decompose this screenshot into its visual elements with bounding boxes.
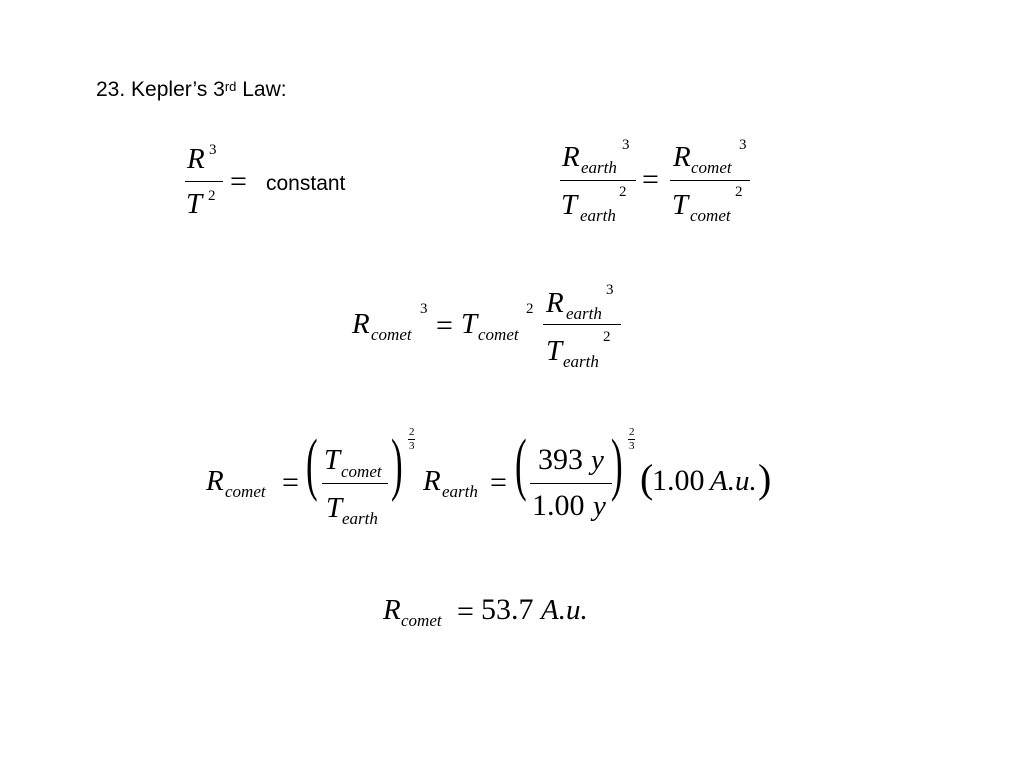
eq3-fraction-bar [543, 324, 621, 325]
eq1-t: T [186, 188, 203, 220]
eq2-r-comet-exp: 3 [739, 137, 747, 153]
eq4-au-rest: .u. [727, 465, 757, 497]
eq5-r-comet-sub: comet [401, 611, 442, 630]
eq2-t-earth: T [561, 189, 578, 221]
eq3-t-earth-exp: 2 [603, 329, 611, 345]
eq4-t-earth: T [326, 492, 343, 524]
eq2-t-comet-sub: comet [690, 206, 731, 225]
eq4-period-earth: 1.00 [532, 489, 585, 522]
eq4-equals-2: = [490, 466, 507, 499]
eq2-r-comet-sub: comet [691, 158, 732, 177]
eq3-t-comet-sub: comet [478, 325, 519, 344]
eq1-equals: = [230, 165, 247, 198]
eq1-constant: constant [266, 172, 346, 195]
eq2-r-comet: R [673, 141, 691, 173]
eq3-r-comet: R [352, 308, 370, 340]
eq4-exp-num-2: 2 [629, 426, 635, 438]
eq3-r-comet-sub: comet [371, 325, 412, 344]
eq4-open-paren-1: ( [306, 426, 318, 503]
title-rest: Law: [236, 78, 287, 101]
eq4-fraction-bar-1 [322, 483, 388, 484]
title-text: Kepler’s 3 [131, 78, 225, 101]
eq3-equals: = [436, 309, 453, 342]
eq2-t-earth-exp: 2 [619, 184, 627, 200]
eq5-au-rest: .u. [558, 594, 588, 626]
eq2-right-fraction-bar [670, 180, 750, 181]
eq4-year-unit-2: y [593, 490, 606, 522]
eq4-period-comet: 393 [538, 443, 583, 476]
eq4-close-paren-1: ) [391, 426, 403, 503]
eq4-t-comet-sub: comet [341, 462, 382, 481]
eq4-year-unit-1: y [591, 444, 604, 476]
eq4-exp-num-1: 2 [409, 426, 415, 438]
eq4-r-earth-sub: earth [442, 482, 478, 501]
eq2-r-earth-sub: earth [581, 158, 617, 177]
eq4-close-paren-2: ) [611, 426, 623, 503]
eq4-exp-den-1: 3 [409, 440, 415, 452]
eq3-t-earth-sub: earth [563, 352, 599, 371]
eq1-r-exp: 3 [209, 142, 217, 158]
eq4-au-a: A [710, 465, 728, 497]
eq4-t-earth-sub: earth [342, 509, 378, 528]
eq2-t-earth-sub: earth [580, 206, 616, 225]
eq1-t-exp: 2 [208, 188, 216, 204]
eq5-r-comet: R [383, 594, 401, 626]
eq1-fraction-bar [185, 181, 223, 182]
eq5-au-unit [541, 595, 588, 625]
eq4-open-paren-3: ( [640, 456, 654, 501]
eq4-radius-earth: 1.00 [652, 464, 705, 497]
eq3-r-earth-sub: earth [566, 304, 602, 323]
eq4-exp-den-2: 3 [629, 440, 635, 452]
eq3-r-earth-exp: 3 [606, 282, 614, 298]
eq4-r-comet-sub: comet [225, 482, 266, 501]
eq2-r-earth-exp: 3 [622, 137, 630, 153]
eq3-r-earth: R [546, 287, 564, 319]
eq2-r-earth: R [562, 141, 580, 173]
eq5-au-a: A [541, 594, 559, 626]
eq4-equals-1: = [282, 466, 299, 499]
eq5-equals: = [457, 595, 474, 628]
eq2-equals: = [642, 163, 659, 196]
eq4-au-unit [710, 466, 757, 496]
eq5-result: 53.7 [481, 593, 534, 626]
eq1-r: R [187, 143, 205, 175]
eq3-t-earth: T [546, 335, 563, 367]
eq3-r-comet-exp: 3 [420, 301, 428, 317]
eq4-t-comet: T [324, 444, 341, 476]
eq4-close-paren-3: ) [758, 456, 772, 501]
eq4-r-comet: R [206, 465, 224, 497]
eq3-t-comet: T [461, 308, 478, 340]
eq4-r-earth: R [423, 465, 441, 497]
slide-title [96, 76, 287, 104]
eq4-fraction-bar-2 [530, 483, 612, 484]
eq4-open-paren-2: ( [515, 426, 527, 503]
eq3-t-comet-exp: 2 [526, 301, 534, 317]
eq2-t-comet-exp: 2 [735, 184, 743, 200]
eq2-left-fraction-bar [560, 180, 636, 181]
title-number: 23. [96, 78, 126, 101]
title-ordinal: rd [224, 79, 237, 94]
eq2-t-comet: T [672, 189, 689, 221]
